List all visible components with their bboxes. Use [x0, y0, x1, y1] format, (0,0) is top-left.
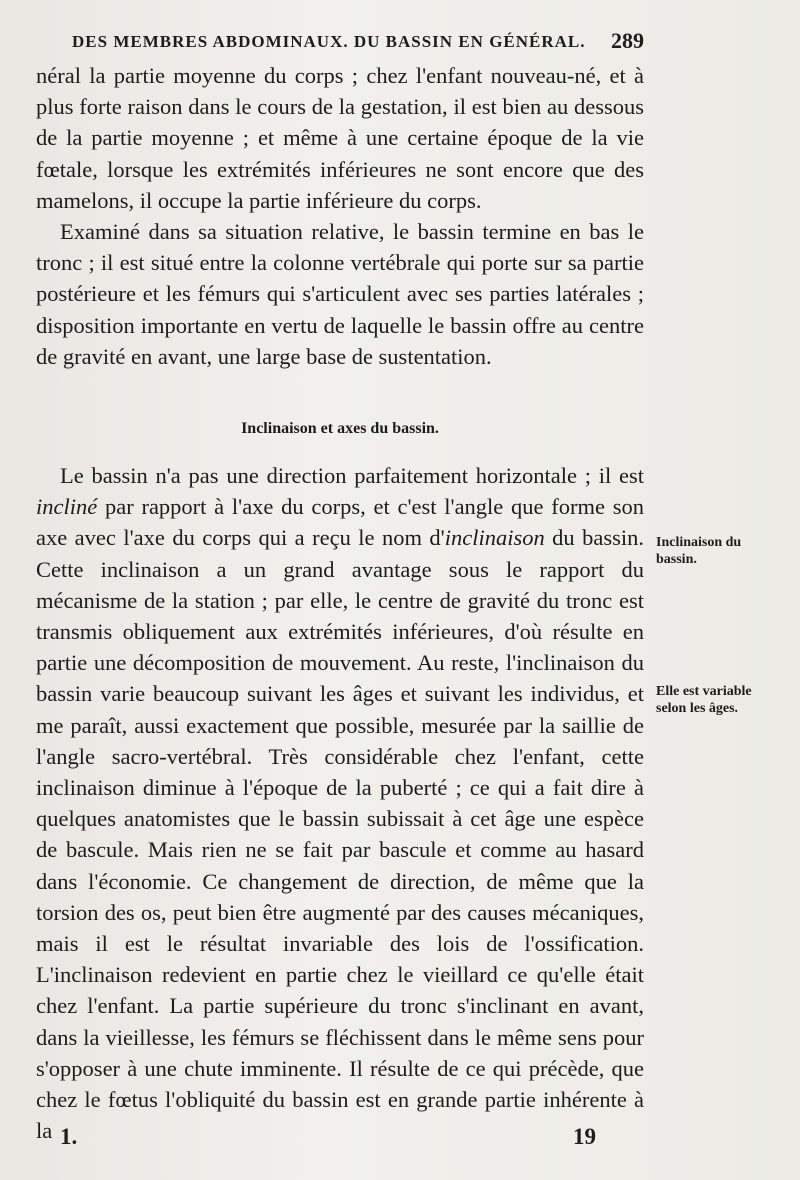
emphasis-inclinaison: inclinaison [444, 525, 545, 551]
emphasis-incline: incliné [36, 494, 98, 520]
paragraph-2 [36, 216, 644, 372]
paragraph-3-part-3: du bassin. Cette inclinaison a un grand avantage sous le rapport du mécanisme de la station ; par elle, le centre de gravité du tronc est transmis obliquement aux extrémités inférieures, d'où résulte en partie une décomposition de mouvement. Au reste, l'inclinaison du bassin varie beaucoup suivant les âges et suivant les individus, et me paraît, aussi exactement que possible, mesurée par la saillie de l'angle sacro-vertébral. Très considérable chez l'enfant, cette inclinaison diminue à l'époque de la puberté ; ce qui a fait dire à quelques anatomistes que le bassin subissait à cet âge une espèce de bascule. Mais rien ne se fait par bascule et comme au hasard dans l'économie. Ce changement de direction, de même que la torsion des os, peut bien être augmenté par des causes mécaniques, mais il est le résultat invariable des lois de l'ossification. L'inclinaison redevient en partie chez le vieillard ce qu'elle était chez l'enfant. La partie supérieure du tronc s'inclinant en avant, dans la vieillesse, les fémurs se fléchissent dans le même sens pour s'opposer à une chute imminente. Il résulte de ce qui précède, que chez le fœtus l'obliquité du bassin est en grande partie inhérente à la [36, 525, 644, 1144]
paragraph-3 [36, 460, 644, 1146]
paragraph-3-part-2: par rapport à l'axe du corps, et c'est l'angle que forme son axe avec l'axe du corps qui a reçu le nom d' [36, 494, 644, 551]
paragraph-3-text [36, 460, 644, 1146]
paragraph-2-text: Examiné dans sa situation relative, le bassin termine en bas le tronc ; il est situé entre la colonne vertébrale qui porte sur sa partie postérieure et les fémurs qui s'articulent avec ses parties latérales ; disposition importante en vertu de laquelle le bassin offre au centre de gravité en avant, une large base de sustentation. [36, 219, 644, 369]
page-number: 289 [611, 28, 644, 53]
page-footer [60, 1124, 644, 1156]
section-heading: Inclinaison et axes du bassin. [241, 420, 439, 437]
paragraph-1-text: néral la partie moyenne du corps ; chez l'enfant nouveau-né, et à plus forte raison dans le cours de la gestation, il est bien au dessous de la partie moyenne ; et même à une certaine époque de la vie fœtale, lorsque les extrémités inférieures ne sont encore que des mamelons, il occupe la partie inférieure du corps. [36, 63, 644, 213]
signature-mark: 1. [60, 1124, 78, 1149]
paragraph-3-part-1: Le bassin n'a pas une direction parfaitement horizontale ; il est [60, 463, 644, 488]
running-title: DES MEMBRES ABDOMINAUX. DU BASSIN EN GÉNÉRAL. [72, 32, 586, 51]
margin-note-variable: Elle est variable selon les âges. [656, 684, 752, 716]
sheet-number: 19 [573, 1124, 596, 1149]
paragraph-1 [36, 60, 644, 216]
running-header [60, 28, 644, 58]
margin-note-inclinaison: Inclinaison du bassin. [656, 535, 742, 567]
